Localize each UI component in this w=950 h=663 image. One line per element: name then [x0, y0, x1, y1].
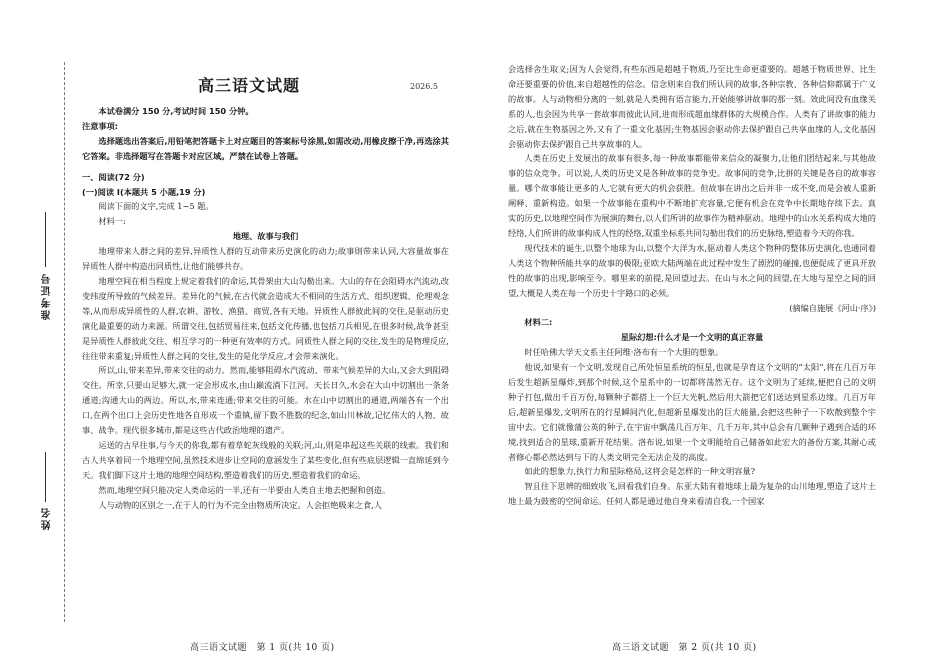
- page-footer-left: 高三语文试题 第 1 页(共 10 页): [190, 643, 335, 653]
- paragraph: 他说,如果有一个文明,发现自己所处恒星系统的恒星,也就是孕育这个文明的“太阳”,将在几百万年后发生超新星爆炸,到那个时候,这个星系中的一切都将荡然无存。这个文明为了延续,便把自己的文明种子打包,做出千百万份,每颗种子都搭上一个巨大光帆,然后用大箭把它们送达到星系边缘。几百万年后,超新星爆发,文明所在的行星瞬间汽化,但超新星爆发出的巨大能量,会把这些种子一下吹散到整个宇宙中去。它们就像蒲公英的种子,在宇宙中飘荡几百万年、几千万年,其中总会有几颗种子遇到合适的环境,找到适合的星球,重新开花结果。洛布说,如果一个文明能给自己储备如此宏大的备份方案,其耐心或者修心都必然达到与下的人类文明完全无法企及的高度。: [508, 362, 876, 462]
- cut-line: [64, 62, 65, 622]
- right-column: [508, 62, 876, 587]
- paragraph: 人与动物的区别之一,在于人的行为不完全由物质所决定。人会拒绝吸来之食,人: [98, 499, 382, 510]
- article-title: 星际幻想:什么才是一个文明的真正容量: [620, 332, 764, 343]
- article-title: 地理、故事与我们: [232, 231, 299, 242]
- exam-number-line: [45, 212, 46, 267]
- material-label: 材料一:: [98, 216, 126, 227]
- binding-gutter: [0, 0, 80, 663]
- paragraph: 地理空间在相当程度上规定着我们的命运,其骨架由大山勾勒出来。大山的存在会阻碍水汽流动,改变纬度所导致的气候差异。差异化的气候,在古代就会造成大不相同的生活方式、组织逻辑、伦理观念等,从而形成异质性的人群,农耕、游牧、渔猎、商贸,各有天地。异质性人群彼此间的交往,是驱动历史演化最重要的动力来源。所谓交往,包括贸易往来,包括文化传播,也包括刀兵相见,在很多时候,战争甚至是异质性人群彼此交往、相互学习的一种更有效率的方式。同质性人群之间的交往,发生的是物理反应,往往带来重复;异质性人群之间的交往,发生的是化学反应,才会带来演化。: [82, 275, 449, 361]
- name-label: 姓名: [42, 506, 53, 530]
- name-line: [45, 452, 46, 502]
- exam-intro: 本试卷满分 150 分,考试时间 150 分钟。: [98, 106, 254, 116]
- exam-date: 2026.5: [410, 82, 438, 91]
- paragraph: 现代技术的诞生,以整个地球为山,以整个大洋为水,驱动着人类这个物种的整体历史演化,也通同着人类这个物种所能共享的故事的极限;亚欧大陆两端在此过程中发生了剧烈的碰撞,也便促成了更具开放性的故事的出现,影响至今。哪里来的前提,是回望过去。在山与水之间的回望,在大地与星空之间的回望,大概是人类在每一个历史十字路口的必须。: [508, 242, 876, 298]
- paragraph: 如此的想象力,执行力和星际格局,这将会是怎样的一种文明容量?: [524, 466, 756, 477]
- paragraph: 智且往下思辨的细致收飞,回看我们自身。东亚大陆有着地球上最为复杂的山川地理,塑造了这片土地上最为鼓密的空间命运。任何人都是通过他自身来看清自我,一个国家: [508, 481, 876, 507]
- material-label: 材料二:: [524, 317, 553, 328]
- paragraph: 会选择舍生取义;因为人会觉得,有些东西是超越于物质,乃至比生命更重要的。超越于物质世界、比生命还要重要的价值,来自超越性的信念。信念则来自我们所认同的故事,各种宗教、各种信仰都属于广义的故事。人与动物相分离的一刻,就是人类拥有语言能力,开始能够讲故事的那一刻。效此间没有血缘关系的人,也会因为共享一套故事而彼此认同,进而形成超血缘群体的大规模合作。人类有了讲故事的能力之后,就在生物基因之外,又有了一重文化基因;生物基因会驱动你去保护跟自己共享血缘的人,文化基因会驱动你去保护跟自己共享故事的人。: [508, 64, 876, 149]
- exam-number-label: 准考证号: [42, 272, 53, 320]
- paragraph: 所以,山,带来差异,带来交往的动力。然而,能够阻碍水汽流动、带来气候差异的大山,又会大到阻碍交往。所幸,只要山足够大,就一定会形成水,由山巅流淌下江河。天长日久,水会在大山中切割出一条条通道;沟通大山的两边。所以,水,带来连通;带来交往的可能。水在山中切割出的通道,两端各有一个出口,在两个出口上会历史性地各自形成一个重镇,留下数不胜数的纪念,如山川林故,记忆伟大的人物、故事、战争。现代很多城市,都是这些古代政治地理的遗产。: [82, 365, 449, 436]
- page-title: 高三语文试题: [198, 76, 301, 95]
- notice-text: 选择题选出答案后,用铅笔把答题卡上对应题目的答案标号涂黑,如需改动,用橡皮擦干净,再选涂其它答案。非选择题写在答题卡对应区域。严禁在试卷上答题。: [82, 135, 449, 161]
- instruction-text: 阅读下面的文字,完成 1~5 题。: [98, 201, 214, 212]
- subsection-heading: (一)阅读 I(本题共 5 小题,19 分): [82, 186, 206, 197]
- source-citation: (摘编自施展《河山·序》): [789, 302, 876, 313]
- paragraph: 地理带来人群之间的差异,异质性人群的互动带来历史演化的动力;故事則带来认同,大容量故事在异质性人群中构造出同质性,让他们能够共存。: [82, 246, 449, 272]
- paragraph: 运送的古早往事,与今天的你我,都有着草蛇灰线般的关联;河,山,则是串起这些关联的线索。我们和古人共享着同一个地理空间,虽然技术进步让空间的意涵发生了某些变化,但有些底层逻辑一直绵延到今天。我们脚下这片土地的地理空间结构,塑造着我们的历史,塑造着我们的命运。: [82, 439, 449, 480]
- paragraph: 时任哈佛大学天文系主任阿维·洛布有一个大胆的想象。: [524, 347, 724, 358]
- paragraph: 然而,地理空间只能决定人类命运的一半,还有一半要由人类自主地去把握和创造。: [98, 484, 391, 495]
- section-heading: 一、阅读(72 分): [82, 171, 145, 182]
- notice-heading: 注意事项:: [82, 120, 119, 131]
- left-column: [82, 104, 449, 584]
- page-footer-right: 高三语文试题 第 2 页(共 10 页): [612, 643, 757, 653]
- paragraph: 人类在历史上发展出的故事有很多,每一种故事都能带来信众的凝聚力,让他们团结起来,与其他故事的信众竞争。可以说,人类的历史又是各种故事的竞争史。故事间的竞争,比拼的关键是各自的故事容量。哪个故事能让更多的人,它就有更大的机会获胜。但故事在讲出之后并非一成不变,而是会被人重新阐释、重新构造。如果一个故事能在重构中不断地扩充容量,它便有机会在竞争中长期地存续下去。真实的历史,以地理空间作为展演的舞台,以人们所讲的故事作为精神驱动。地理中的山水关系构成大地的经络,人们所讲的故事构成人性的经络,双重坐标系共同勾勒出我们的历史脉络,塑造着今天的你我。: [508, 153, 876, 238]
